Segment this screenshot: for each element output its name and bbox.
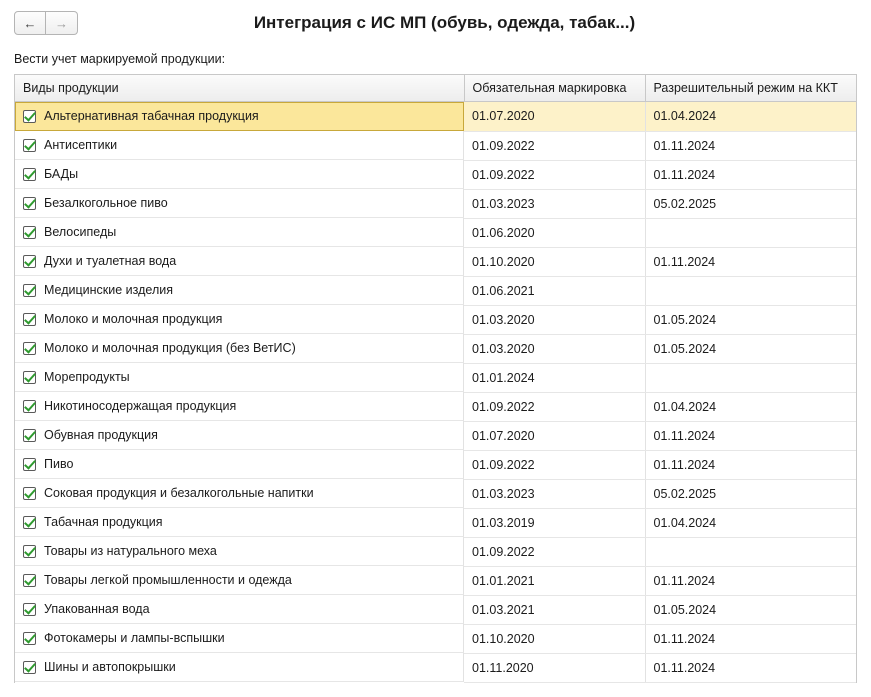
product-type-label: Медицинские изделия [44,283,173,297]
checkbox-icon[interactable] [23,400,36,413]
cell-mandatory-marking-date[interactable]: 01.06.2020 [464,218,645,247]
cell-kkt-permissive-mode-date[interactable]: 01.11.2024 [645,653,856,682]
checkbox-icon[interactable] [23,197,36,210]
cell-mandatory-marking-date[interactable]: 01.01.2024 [464,363,645,392]
cell-kkt-permissive-mode-date[interactable]: 05.02.2025 [645,189,856,218]
checkbox-icon[interactable] [23,458,36,471]
cell-kkt-permissive-mode-date[interactable]: 01.11.2024 [645,160,856,189]
cell-mandatory-marking-date[interactable]: 01.09.2022 [464,160,645,189]
cell-mandatory-marking-date[interactable]: 01.11.2020 [464,653,645,682]
table-row[interactable] [15,595,856,624]
cell-kkt-permissive-mode-date[interactable]: 01.11.2024 [645,624,856,653]
section-label: Вести учет маркируемой продукции: [14,52,226,66]
table-header-row [15,75,856,102]
cell-product-type[interactable] [15,102,464,131]
product-type-label: Товары из натурального меха [44,544,217,558]
cell-kkt-permissive-mode-date[interactable]: 01.05.2024 [645,305,856,334]
table-row[interactable] [15,392,856,421]
checkbox-icon[interactable] [23,226,36,239]
checkbox-icon[interactable] [23,487,36,500]
cell-mandatory-marking-date[interactable]: 01.09.2022 [464,450,645,479]
product-type-label: Фотокамеры и лампы-вспышки [44,631,225,645]
cell-product-type[interactable] [15,508,464,537]
table-row[interactable] [15,334,856,363]
table-row[interactable] [15,218,856,247]
table-row[interactable] [15,566,856,595]
product-type-label: Морепродукты [44,370,130,384]
checkbox-icon[interactable] [23,632,36,645]
cell-product-type[interactable] [15,624,464,653]
cell-product-type[interactable] [15,595,464,624]
cell-kkt-permissive-mode-date[interactable]: 01.05.2024 [645,334,856,363]
table-row[interactable] [15,508,856,537]
cell-mandatory-marking-date[interactable]: 01.09.2022 [464,131,645,160]
page-title: Интеграция с ИС МП (обувь, одежда, табак...) [253,13,636,32]
table-row[interactable] [15,189,856,218]
table-row[interactable] [15,421,856,450]
cell-kkt-permissive-mode-date[interactable] [645,363,856,392]
product-type-label: Молоко и молочная продукция [44,312,223,326]
back-button[interactable] [14,11,46,35]
checkbox-icon[interactable] [23,603,36,616]
checkbox-icon[interactable] [23,661,36,674]
checkbox-icon[interactable] [23,371,36,384]
table-body [15,102,856,683]
cell-kkt-permissive-mode-date[interactable]: 05.02.2025 [645,479,856,508]
cell-kkt-permissive-mode-date[interactable]: 01.11.2024 [645,450,856,479]
table-row[interactable] [15,450,856,479]
product-type-label: Духи и туалетная вода [44,254,177,268]
table-row[interactable] [15,247,856,276]
cell-product-type[interactable] [15,537,464,566]
cell-kkt-permissive-mode-date[interactable]: 01.05.2024 [645,595,856,624]
table-row[interactable] [15,102,856,132]
cell-product-type[interactable] [15,189,464,218]
cell-product-type[interactable] [15,334,464,363]
checkbox-icon[interactable] [23,574,36,587]
checkbox-icon[interactable] [23,168,36,181]
product-type-label: Никотиносодержащая продукция [44,399,237,413]
product-type-label: БАДы [44,167,79,181]
cell-mandatory-marking-date[interactable]: 01.10.2020 [464,247,645,276]
cell-mandatory-marking-date[interactable]: 01.03.2019 [464,508,645,537]
cell-product-type[interactable] [15,566,464,595]
cell-mandatory-marking-date[interactable]: 01.01.2021 [464,566,645,595]
table-row[interactable] [15,305,856,334]
cell-mandatory-marking-date[interactable]: 01.09.2022 [464,392,645,421]
product-type-label: Антисептики [44,138,118,152]
cell-kkt-permissive-mode-date[interactable]: 01.04.2024 [645,508,856,537]
product-type-label: Товары легкой промышленности и одежда [44,573,292,587]
checkbox-icon[interactable] [23,545,36,558]
checkbox-icon[interactable] [23,255,36,268]
cell-product-type[interactable] [15,305,464,334]
cell-kkt-permissive-mode-date[interactable]: 01.04.2024 [645,392,856,421]
cell-kkt-permissive-mode-date[interactable]: 01.11.2024 [645,566,856,595]
cell-kkt-permissive-mode-date[interactable]: 01.04.2024 [645,102,856,132]
table-row[interactable] [15,624,856,653]
cell-mandatory-marking-date[interactable]: 01.07.2020 [464,421,645,450]
cell-product-type[interactable] [15,160,464,189]
forward-arrow-icon: → [55,15,68,31]
checkbox-icon[interactable] [23,429,36,442]
product-type-label: Безалкогольное пиво [44,196,168,210]
product-type-label: Велосипеды [44,225,117,239]
cell-product-type[interactable] [15,131,464,160]
table-row[interactable] [15,276,856,305]
cell-product-type[interactable] [15,247,464,276]
cell-mandatory-marking-date[interactable]: 01.03.2023 [464,479,645,508]
cell-kkt-permissive-mode-date[interactable] [645,218,856,247]
table-row[interactable] [15,653,856,682]
checkbox-icon[interactable] [23,110,36,123]
cell-mandatory-marking-date[interactable]: 01.07.2020 [464,102,645,132]
product-types-table [14,74,857,683]
cell-kkt-permissive-mode-date[interactable]: 01.11.2024 [645,247,856,276]
column-header-mandatory-marking[interactable]: Обязательная маркировка [464,75,645,102]
checkbox-icon[interactable] [23,313,36,326]
table-row[interactable] [15,479,856,508]
cell-mandatory-marking-date[interactable]: 01.03.2020 [464,305,645,334]
cell-product-type[interactable] [15,450,464,479]
column-header-product-types[interactable]: Виды продукции [15,75,464,102]
cell-product-type[interactable] [15,218,464,247]
cell-product-type[interactable] [15,653,464,682]
cell-mandatory-marking-date[interactable]: 01.09.2022 [464,537,645,566]
product-type-label: Соковая продукция и безалкогольные напитки [44,486,314,500]
cell-kkt-permissive-mode-date[interactable] [645,276,856,305]
cell-product-type[interactable] [15,479,464,508]
cell-kkt-permissive-mode-date[interactable]: 01.11.2024 [645,131,856,160]
table-row[interactable] [15,537,856,566]
product-type-label: Упакованная вода [44,602,150,616]
product-type-label: Обувная продукция [44,428,158,442]
cell-product-type[interactable] [15,392,464,421]
cell-mandatory-marking-date[interactable]: 01.03.2020 [464,334,645,363]
table-row[interactable] [15,160,856,189]
product-type-label: Альтернативная табачная продукция [44,109,259,123]
product-type-label: Табачная продукция [44,515,163,529]
cell-mandatory-marking-date[interactable]: 01.03.2023 [464,189,645,218]
table-row[interactable] [15,363,856,392]
cell-product-type[interactable] [15,363,464,392]
product-type-label: Шины и автопокрышки [44,660,176,674]
cell-mandatory-marking-date[interactable]: 01.10.2020 [464,624,645,653]
cell-kkt-permissive-mode-date[interactable] [645,537,856,566]
checkbox-icon[interactable] [23,516,36,529]
window-topbar [0,0,871,42]
forward-button[interactable] [46,11,78,35]
table-row[interactable] [15,131,856,160]
cell-product-type[interactable] [15,421,464,450]
checkbox-icon[interactable] [23,284,36,297]
product-type-label: Молоко и молочная продукция (без ВетИС) [44,341,296,355]
column-header-kkt-permissive-mode[interactable]: Разрешительный режим на ККТ [645,75,856,102]
checkbox-icon[interactable] [23,342,36,355]
back-arrow-icon: ← [23,15,37,31]
checkbox-icon[interactable] [23,139,36,152]
cell-kkt-permissive-mode-date[interactable]: 01.11.2024 [645,421,856,450]
product-type-label: Пиво [44,457,74,471]
cell-mandatory-marking-date[interactable]: 01.03.2021 [464,595,645,624]
cell-product-type[interactable] [15,276,464,305]
navigation-buttons [14,11,78,35]
cell-mandatory-marking-date[interactable]: 01.06.2021 [464,276,645,305]
